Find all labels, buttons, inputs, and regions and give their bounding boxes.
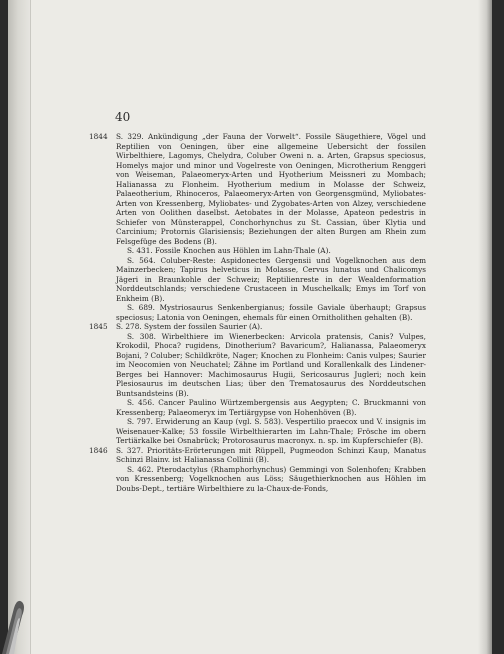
bibliography-entry	[116, 256, 426, 304]
page-number: 40	[115, 110, 131, 124]
entry-text: S. 278. System der fossilen Saurier (A).	[116, 322, 263, 331]
bibliography-entry	[116, 398, 426, 417]
entry-year: 1846	[89, 445, 108, 455]
entry-text: S. 308. Wirbelthiere im Wienerbecken: Arvicola pratensis, Canis? Vulpes, Krokodil, Phoca? rugidens, Dinotherium? Bavaricum?, Halianassa, Palaeomeryx Bojani, ? Coluber; Schildkröte, Nager; Knochen zu Flonheim: Canis vulpes; Saurier im Neocomien von Neuchatel; Zähne im Portland und Korallenkalk des Lindener-Berges bei Hannover: Machimosaurus Hugii, Sericosaurus Jugleri; noch kein Plesiosaurus im deutschen Lias; über den Trematosaurus des Norddeutschen Buntsandsteins (B).	[116, 331, 426, 398]
entry-text: S. 456. Cancer Paulino Würtzembergensis aus Aegypten; C. Bruckmanni von Kressenberg; Palaeomeryx im Tertiärgypse von Hohenhöven (B).	[116, 398, 426, 417]
entry-year: 1844	[89, 132, 108, 141]
bibliography-text	[89, 132, 426, 493]
bibliography-entry	[116, 303, 426, 322]
bibliography-entry	[116, 246, 426, 256]
bibliography-entry	[116, 465, 426, 494]
binder-clip-icon	[0, 578, 30, 654]
entry-text: S. 564. Coluber-Reste: Aspidonectes Gergensii und Vogelknochen aus dem Mainzerbecken; Tapirus helveticus in Molasse, Cervus lunatus und Chalicomys Jägeri in Braunkohle der Schweiz; Reptilienreste in der Wealdenformation Norddeutschlands; verschiedene Crustaceen in Muschelkalk; Emys im Torf von Enkheim (B).	[116, 255, 426, 303]
entry-text: S. 462. Pterodactylus (Rhamphorhynchus) Gemmingi von Solenhofen; Krabben von Kressenberg; Vogelknochen aus Löss; Säugethierknochen aus Höhlen im Doubs-Dept., tertiäre Wirbelthiere zu la-Chaux-de-Fonds,	[116, 464, 426, 493]
book-page	[8, 0, 492, 654]
bibliography-entry	[89, 132, 426, 246]
page-edge-shadow	[478, 0, 492, 654]
bibliography-entry	[89, 445, 426, 465]
entry-text: S. 329. Ankündigung „der Fauna der Vorwelt“. Fossile Säugethiere, Vögel und Reptilien von Oeningen, über eine allgemeine Uebersicht der fossilen Wirbelthiere, Lagomys, Chelydra, Coluber Oweni n. a. Arten, Grapsus speciosus, Homelys major und minor und Vogelreste von Oeningen, Microtherium Renggeri von Weiseman, Palaeomeryx-Arten und Hyotherium Meissneri zu Mombach; Halianassa zu Flonheim. Hyotherium medium in Molasse der Schweiz, Palaeotherium, Rhinoceros, Palaeomeryx-Arten von Georgensgmünd, Myliobates-Arten von Kressenberg, Myliobates- und Zygobates-Arten von Alzey, verschiedene Arten von Oolithen daselbst. Aetobates in der Molasse, Apateon pedestris in Schiefer von Münsterappel, Conchorhynchus zu St. Cassian, über Klytia und Carcinium; Protornis Glarisiensis; Beziehungen der alten Burgen am Rhein zum Felsgefüge des Bodens (B).	[116, 132, 426, 246]
page-gutter	[8, 0, 31, 654]
entry-text: S. 431. Fossile Knochen aus Höhlen im Lahn-Thale (A).	[127, 246, 331, 255]
bibliography-entry	[116, 332, 426, 399]
entry-text: S. 327. Prioritäts-Erörterungen mit Rüppell, Pugmeodon Schinzi Kaup, Manatus Schinzi Blainv. ist Halianassa Collinii (B).	[116, 445, 426, 464]
entry-year: 1845	[89, 322, 108, 331]
bibliography-entry	[116, 417, 426, 446]
bibliography-entry	[89, 322, 426, 332]
entry-text: S. 689. Mystriosaurus Senkenbergianus; fossile Gaviale überhaupt; Grapsus speciosus; Latonia von Oeningen, ehemals für einen Ornitholithen gehalten (B).	[116, 303, 426, 322]
entry-text: S. 797. Erwiderung an Kaup (vgl. S. 583). Vespertilio praecox und V. insignis im Weisenauer-Kalke; 53 fossile Wirbelthierarten im Lahn-Thale; Frösche im obern Tertiärkalke bei Osnabrück; Protorosaurus macronyx. n. sp. im Kupferschiefer (B).	[116, 417, 426, 445]
